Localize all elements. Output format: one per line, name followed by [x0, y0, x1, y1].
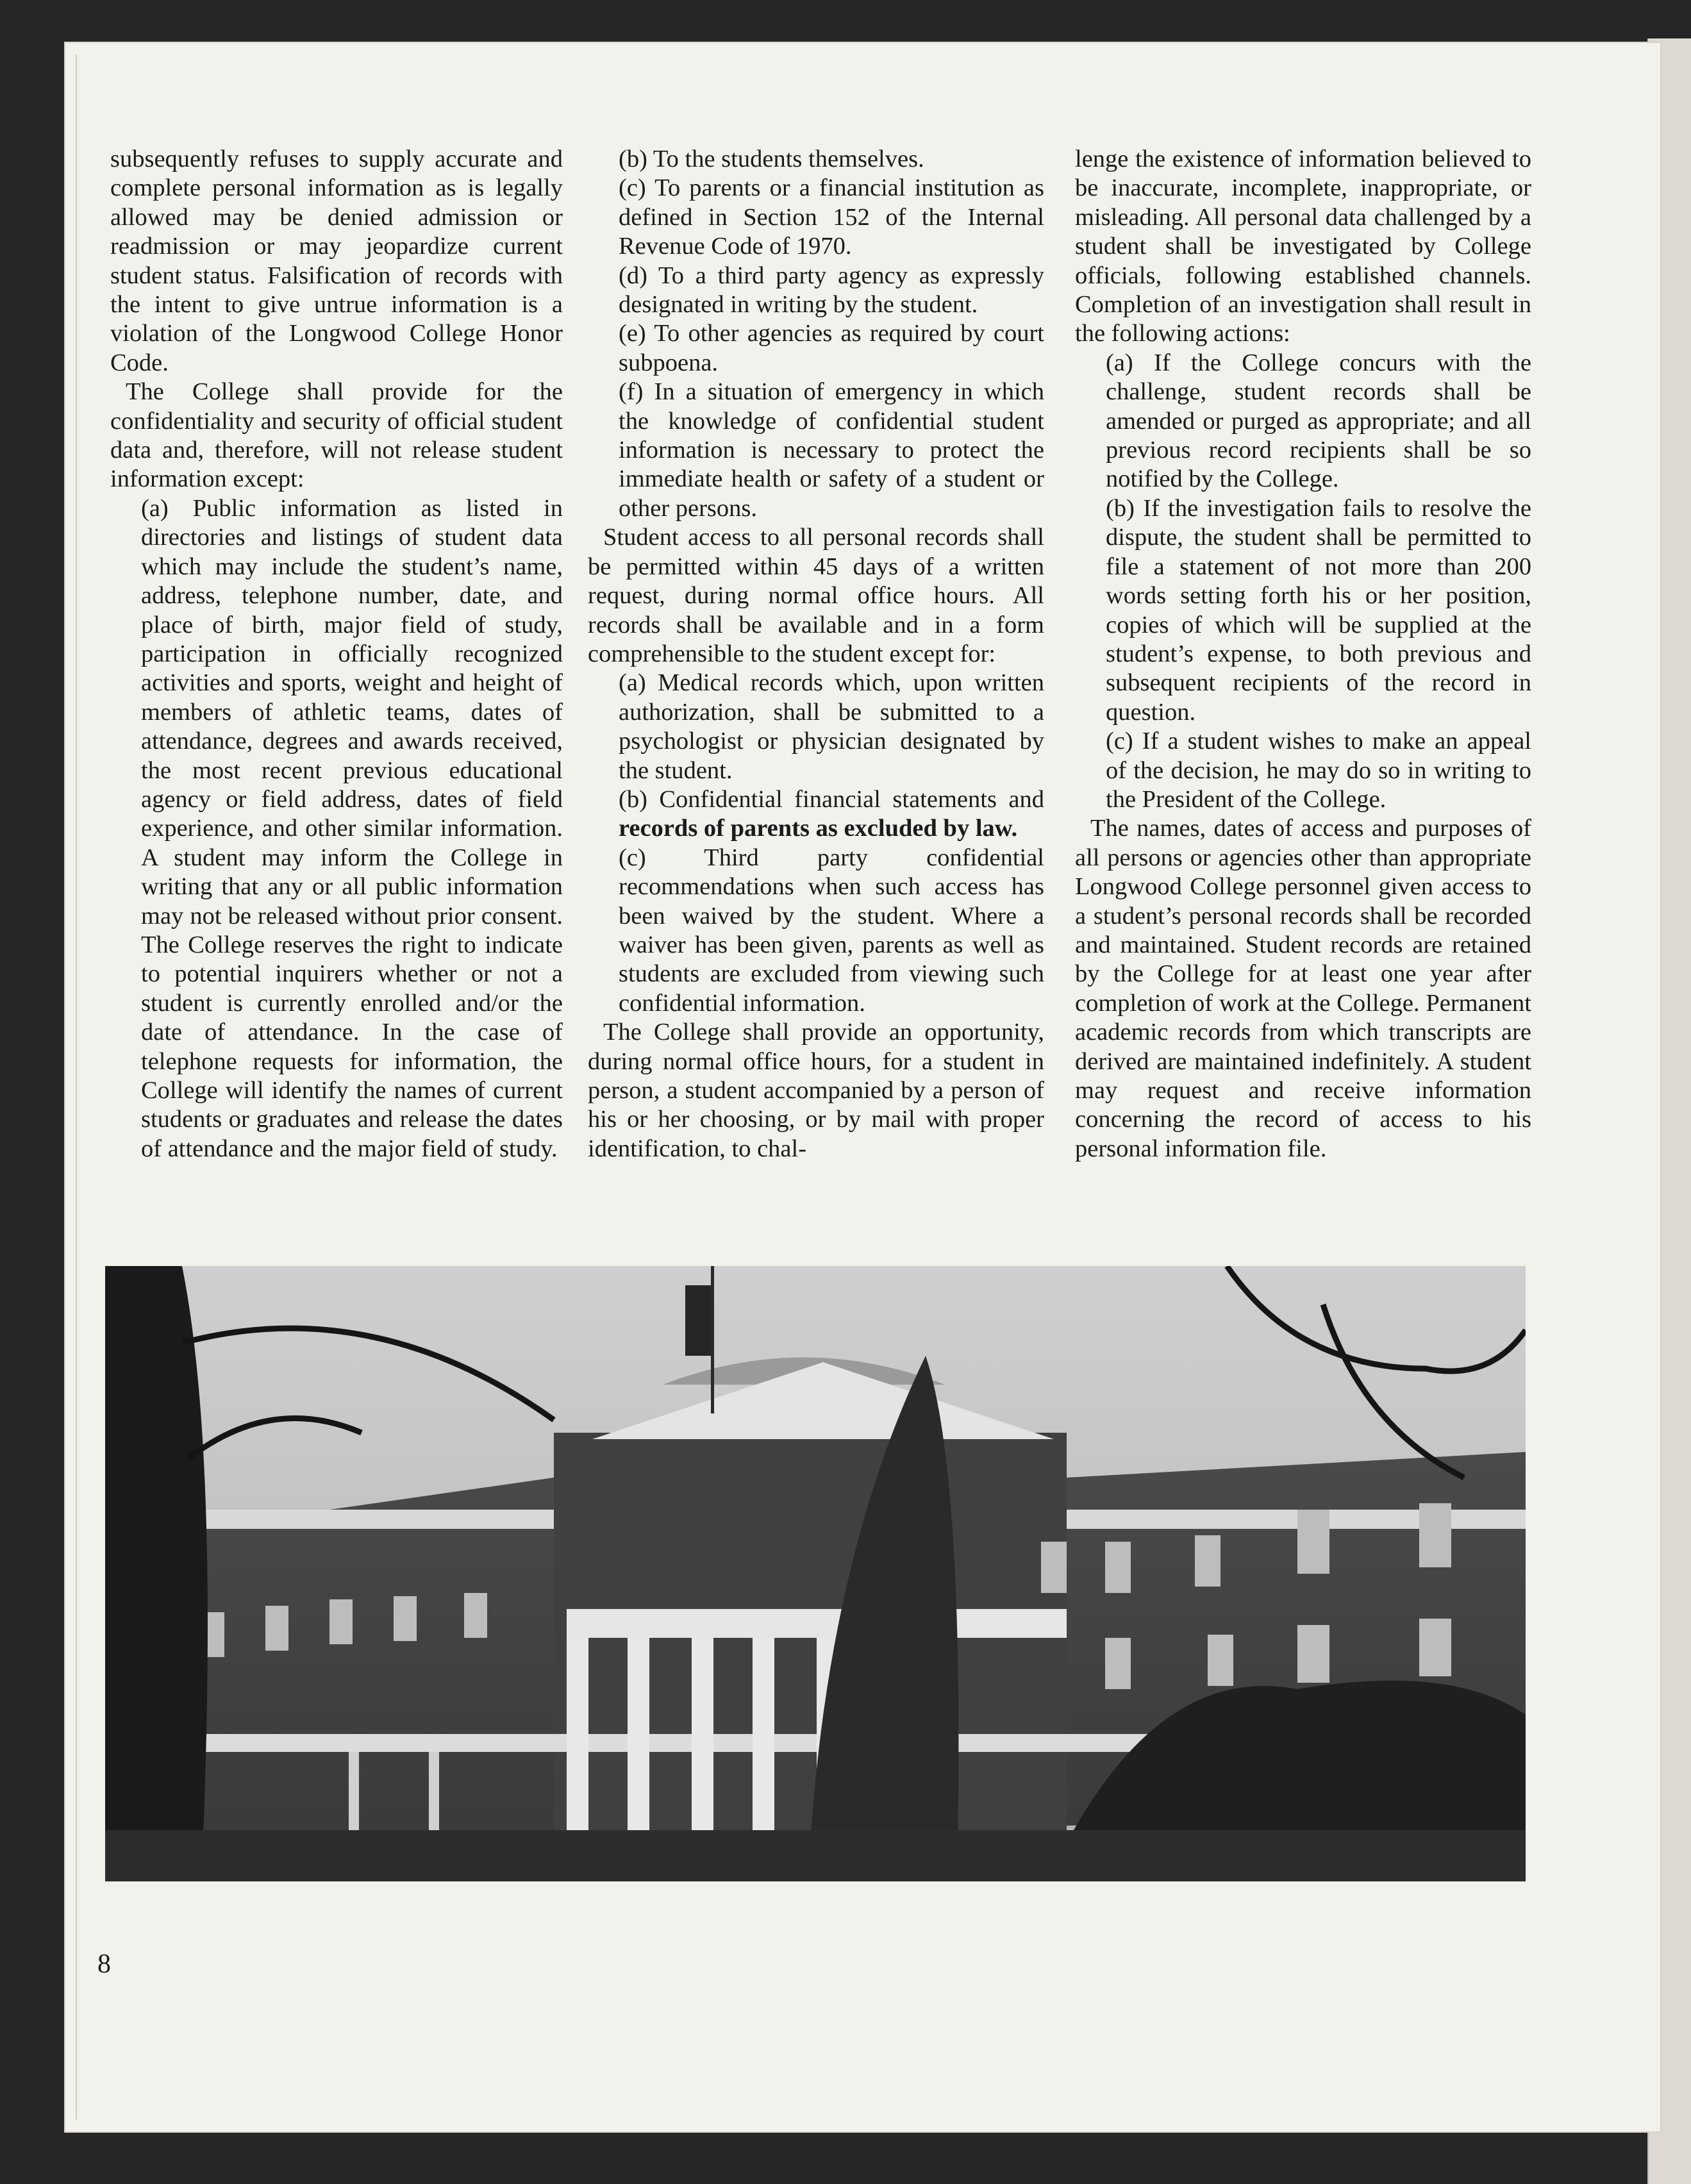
paragraph-challenge-opportunity: The College shall provide an opportunity, during normal office hours, for a student in person, a student accompanied by a person of his or her choosing, or by mail with proper identification, to chal- — [588, 1019, 1044, 1162]
campus-building-photo — [105, 1266, 1526, 1881]
list-item-emergency: (f) In a situation of emergency in which the knowledge of confidential student information is necessary to protect the immediate health or safety of a student or other persons. — [619, 378, 1044, 522]
text-column-2 — [588, 145, 1044, 1163]
paragraph-continuation: subsequently refuses to supply accurate and complete personal information as is legally allowed may be denied admission or readmission or may jeopardize current student status. Falsification of records with the intent to give untrue information is a violation of the Longwood College Honor Code. — [110, 146, 563, 376]
list-item-third-party: (d) To a third party agency as expressly designated in writing by the student. — [619, 262, 1044, 319]
paragraph-records-retention: The names, dates of access and purposes of all persons or agencies other than appropriate Longwood College personnel given access to a student’s personal records shall be recorded and maintained. Student records are retained by the College for at least one year after completion of work at the College. Permanent academic records from which transcripts are derived are maintained indefinitely. A student may request and receive information concerning the record of access to his personal information file. — [1075, 815, 1531, 1162]
page-number: 8 — [97, 1949, 111, 1979]
list-item-appeal: (c) If a student wishes to make an appeal of the decision, he may do so in writing to the President of the College. — [1106, 728, 1531, 813]
text-column-3 — [1075, 145, 1531, 1163]
list-item-dispute-unresolved: (b) If the investigation fails to resolve the dispute, the student shall be permitted to file a statement of not more than 200 words setting forth his or her position, copies of which will be supplied at the student’s expense, to both previous and subsequent recipients of the record in question. — [1106, 494, 1531, 726]
foreground-tree-trunk — [105, 1266, 208, 1881]
paragraph-challenge-continuation: lenge the existence of information believed to be inaccurate, incomplete, inappropriate, or misleading. All personal data challenged by a student shall be investigated by College officials, following established channels. Completion of an investigation shall result in the following actions: — [1075, 146, 1531, 347]
lawn — [105, 1830, 1526, 1881]
flag — [685, 1285, 711, 1356]
list-item-agencies: (e) To other agencies as required by court subpoena. — [619, 320, 1044, 376]
campus-building-illustration — [105, 1266, 1526, 1881]
list-item-students: (b) To the students themselves. — [619, 146, 924, 172]
text-column-1 — [110, 145, 563, 1163]
binding-line — [76, 54, 77, 2120]
list-item-college-concurs: (a) If the College concurs with the challenge, student records shall be amended or purged as appropriate; and all previous record recipients shall be so notified by the College. — [1106, 349, 1531, 493]
list-item-financial-statements — [588, 785, 1044, 844]
list-item-recommendations: (c) Third party confidential recommendations when such access has been waived by the student. Where a waiver has been given, parents as well as students are excluded from viewing such confidential information. — [619, 844, 1044, 1017]
list-item-parents: (c) To parents or a financial institution as defined in Section 152 of the Internal Revenue Code of 1970. — [619, 174, 1044, 260]
paragraph-confidentiality: The College shall provide for the confidentiality and security of official student data and, therefore, will not release student information except: — [110, 378, 563, 493]
paragraph-student-access: Student access to all personal records shall be permitted within 45 days of a written request, during normal office hours. All records shall be available and in a form comprehensible to the student except for: — [588, 524, 1044, 667]
list-item-medical-records: (a) Medical records which, upon written authorization, shall be submitted to a psychologist or physician designated by the student. — [619, 669, 1044, 784]
financial-statements-text: (b) Confidential financial statements and — [619, 785, 1044, 813]
flagpole — [711, 1266, 714, 1413]
portico-balcony — [567, 1609, 1067, 1638]
financial-statements-bold-text: records of parents as excluded by law. — [619, 815, 1018, 842]
list-item-public-information: (a) Public information as listed in directories and listings of student data which may include the student’s name, address, telephone number, date, and place of birth, major field of study, participation in officially recognized activities and sports, weight and height of members of athletic teams, dates of attendance, degrees and awards received, the most recent previous educational agency or field address, dates of field experience, and other similar information. A student may inform the College in writing that any or all public information may not be released without prior consent. The College reserves the right to indicate to potential inquirers whether or not a student is currently enrolled and/or the date of attendance. In the case of telephone requests for information, the College will identify the names of current students or graduates and release the dates of attendance and the major field of study. — [141, 494, 563, 1162]
